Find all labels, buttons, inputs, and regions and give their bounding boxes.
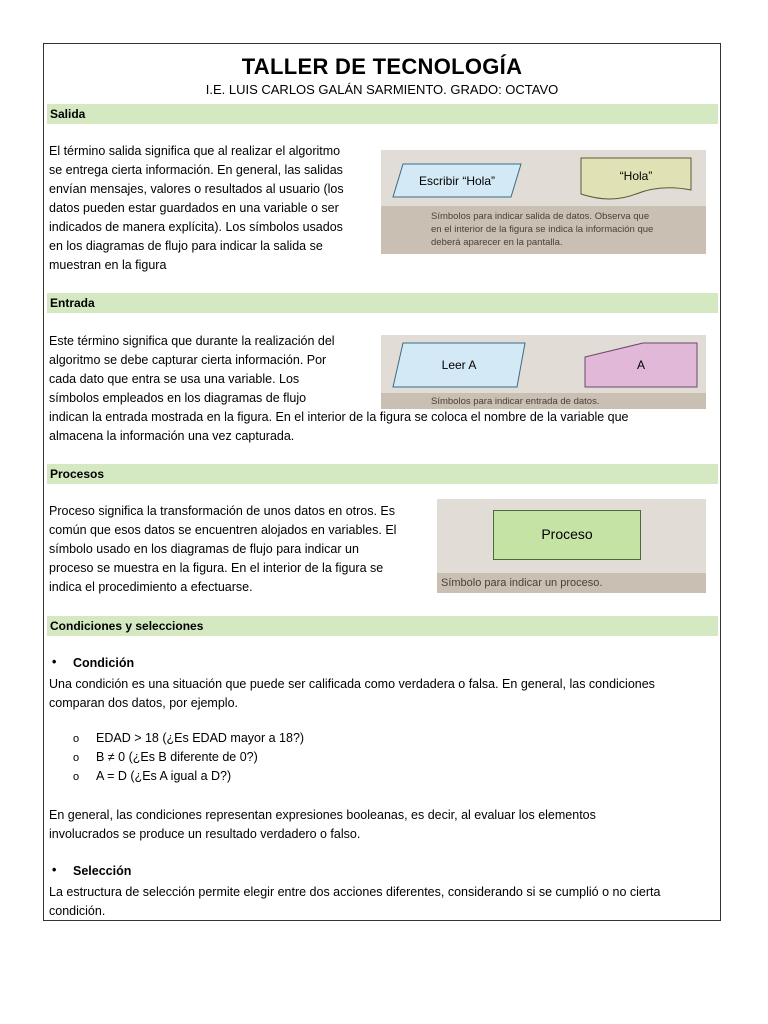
boolean-line: involucrados se produce un resultado verdadero o falso. <box>49 827 361 841</box>
example-item: EDAD > 18 (¿Es EDAD mayor a 18?) <box>96 731 305 745</box>
output-symbols-figure <box>381 150 706 254</box>
input-shape-label: Leer A <box>441 358 477 372</box>
boolean-line: En general, las condiciones representan expresiones booleanas, es decir, al evaluar los elementos <box>49 808 596 822</box>
input-figure-caption: Símbolos para indicar entrada de datos. <box>381 393 706 409</box>
condicion-title: Condición <box>73 656 135 670</box>
salida-line: se entrega cierta información. En general, las salidas <box>49 163 343 177</box>
salida-line: El término salida significa que al realizar el algoritmo <box>49 144 341 158</box>
procesos-line: proceso se muestra en la figura. En el interior de la figura se <box>49 561 384 575</box>
salida-line: indicados de manera explícita). Los símbolos usados <box>49 220 343 234</box>
example-item: B ≠ 0 (¿Es B diferente de 0?) <box>96 750 258 764</box>
page-title: TALLER DE TECNOLOGÍA <box>241 54 523 79</box>
section-heading-salida: Salida <box>47 104 718 124</box>
circle-bullet-icon: o <box>73 733 80 745</box>
procesos-line: común que esos datos se encuentren alojados en variables. El <box>49 523 397 537</box>
circle-bullet-icon: o <box>73 752 80 764</box>
entrada-line: indican la entrada mostrada en la figura. En el interior de la figura se coloca el nombre de la variable que <box>49 410 629 424</box>
seleccion-line: condición. <box>49 904 106 918</box>
bullet-icon: • <box>52 655 57 669</box>
seleccion-title: Selección <box>73 864 132 878</box>
salida-line: datos pueden estar guardados en una variable o ser <box>49 201 339 215</box>
caption-line: deberá aparecer en la pantalla. <box>431 237 563 248</box>
section-heading-procesos: Procesos <box>47 464 718 484</box>
caption-line: en el interior de la figura se indica la información que <box>431 224 654 235</box>
process-shape-label: Proceso <box>541 526 593 542</box>
circle-bullet-icon: o <box>73 771 80 783</box>
caption-line: Símbolos para indicar salida de datos. Observa que <box>431 211 650 222</box>
output-shape-label: Escribir “Hola” <box>418 174 495 188</box>
seleccion-line: La estructura de selección permite elegir entre dos acciones diferentes, considerando si se cumplió o no cierta <box>49 885 661 899</box>
procesos-line: indica el procedimiento a efectuarse. <box>49 580 253 594</box>
procesos-line: símbolo usado en los diagramas de flujo para indicar un <box>49 542 359 556</box>
entrada-line: cada dato que entra se usa una variable. Los <box>49 372 300 386</box>
input-symbols-figure <box>381 335 706 409</box>
manual-input-shape-label: A <box>636 358 645 372</box>
section-heading-entrada: Entrada <box>47 293 718 313</box>
example-item: A = D (¿Es A igual a D?) <box>96 769 232 783</box>
worksheet-page <box>43 43 721 921</box>
process-symbol-figure <box>437 499 706 593</box>
entrada-line: Este término significa que durante la realización del <box>49 334 335 348</box>
entrada-line: algoritmo se debe capturar cierta información. Por <box>49 353 327 367</box>
entrada-line: símbolos empleados en los diagramas de flujo <box>49 391 307 405</box>
page-subtitle: I.E. LUIS CARLOS GALÁN SARMIENTO. GRADO: OCTAVO <box>205 82 559 97</box>
process-figure-caption: Símbolo para indicar un proceso. <box>437 573 706 593</box>
salida-line: muestran en la figura <box>49 258 167 272</box>
salida-line: envían mensajes, valores o resultados al usuario (los <box>49 182 344 196</box>
bullet-icon: • <box>52 863 57 877</box>
display-shape-label: “Hola” <box>619 169 653 183</box>
entrada-line: almacena la información una vez capturada. <box>49 429 295 443</box>
condicion-line: comparan dos datos, por ejemplo. <box>49 696 238 710</box>
condicion-line: Una condición es una situación que puede ser calificada como verdadera o falsa. En general, las condiciones <box>49 677 655 691</box>
section-heading-condiciones: Condiciones y selecciones <box>47 616 718 636</box>
procesos-line: Proceso significa la transformación de unos datos en otros. Es <box>49 504 396 518</box>
salida-line: en los diagramas de flujo para indicar la salida se <box>49 239 323 253</box>
output-figure-caption <box>381 206 706 254</box>
